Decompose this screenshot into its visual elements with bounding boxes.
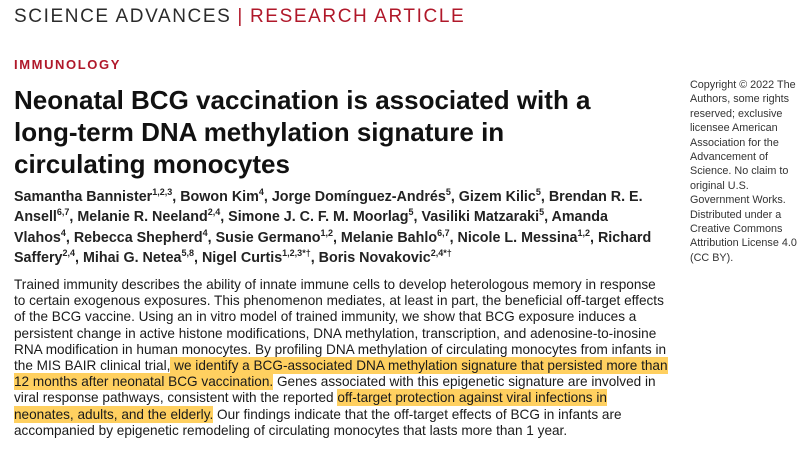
- author-name[interactable]: Melanie R. Neeland: [77, 209, 208, 226]
- article-type: RESEARCH ARTICLE: [249, 6, 466, 27]
- author-name[interactable]: Bowon Kim: [180, 189, 259, 205]
- abstract-text: Trained immunity describes the ability of innate immune cells to develop heterologous memory in response to certain exogenous exposures. This phenomenon mediates, at least in part, the beneficial off-target effects of the BCG vaccine. Using an in vitro model of trained immunity, we show that BCG exposure induces a persistent change in active histone modifications, DNA methylation, transcription, and adenosine-to-inosine RNA modification in human monocytes. By profiling DNA methylation of circulating monocytes from infants in the MIS BAIR clinical trial,: [14, 277, 667, 374]
- author-affiliation: 4: [60, 228, 66, 239]
- section-label: IMMUNOLOGY: [14, 57, 121, 72]
- author-affiliation: 1,2: [577, 228, 591, 239]
- author-affiliation: 5: [539, 207, 545, 218]
- abstract-text: Our findings indicate that the off-target effects of BCG in infants are accompanied by epigenetic remodeling of circulating monocytes that lasts more than 1 year.: [14, 406, 622, 438]
- author-name[interactable]: Boris Novakovic: [318, 250, 431, 267]
- author-affiliation: 1,2: [320, 228, 333, 239]
- journal-header: [14, 6, 465, 28]
- author-affiliation: 5,8: [181, 248, 194, 259]
- author-name[interactable]: Mihai G. Netea: [82, 250, 182, 267]
- author-name[interactable]: Rebecca Shepherd: [73, 229, 203, 246]
- author-affiliation: 2,4: [207, 207, 221, 218]
- author-affiliation: 4: [258, 187, 264, 198]
- author-affiliation: 4: [202, 228, 208, 239]
- author-name[interactable]: Melanie Bahlo: [340, 229, 438, 246]
- author-name[interactable]: Brendan R. E. Ansell: [14, 189, 643, 226]
- author-name[interactable]: Vasiliki Matzaraki: [421, 209, 540, 226]
- author-name[interactable]: Susie Germano: [215, 229, 321, 246]
- abstract: [14, 277, 669, 439]
- article-title: Neonatal BCG vaccination is associated with a long-term DNA methylation signature in circulating monocytes: [14, 85, 591, 179]
- author-affiliation: 5: [408, 207, 414, 218]
- author-name[interactable]: Samantha Bannister: [14, 189, 153, 205]
- author-name[interactable]: Jorge Domínguez-Andrés: [271, 189, 446, 205]
- author-affiliation: 5: [445, 187, 451, 198]
- abstract-text: Genes associated with this epigenetic signature are involved in viral response pathways, consistent with the reported: [14, 374, 656, 406]
- highlighted-text: we identify a BCG-associated DNA methylation signature that persisted more than 12 months after neonatal BCG vaccination.: [14, 358, 668, 390]
- author-affiliation: 5: [535, 187, 541, 198]
- author-name[interactable]: Amanda Vlahos: [14, 209, 608, 246]
- highlighted-text: off-target protection against viral infections in neonates, adults, and the elderly.: [14, 390, 607, 422]
- copyright-notice: Copyright © 2022 The Authors, some rights reserved; exclusive licensee American Association for the Advancement of Science. No claim to original U.S. Government Works. Distributed under a Creative Commons Attribution License 4.0 (CC BY).: [690, 79, 797, 264]
- author-affiliation: 2,4*†: [430, 248, 452, 259]
- author-affiliation: 2,4: [62, 248, 75, 259]
- author-name[interactable]: Richard Saffery: [14, 229, 652, 267]
- author-affiliation: 6,7: [56, 207, 70, 218]
- author-affiliation: 6,7: [437, 228, 450, 239]
- author-name[interactable]: Nicole L. Messina: [457, 229, 578, 246]
- author-affiliation: 1,2,3*†: [282, 248, 311, 259]
- author-list: Samantha Bannister$^{1,2,3}$, Bowon Kim$^4$, Jorge Domínguez-Andrés$^5$, Gizem Kilic$^5$, Brendan R. E. Ansell$^{6,7}$, Melanie R. Neeland$^{2,4}$, Simone J. C. F. M. Moorlag$^5$, Vasiliki Matzaraki$^5$, Amanda Vlahos$^4$, Rebecca Shepherd$^4$, Susie Germano$^{1,2}$, Melanie Bahlo$^{6,7}$, Nicole L. Messina$^{1,2}$, Richard Saffery$^{2,4}$, Mihai G. Netea$^{5,8}$, Nigel Curtis$^{1,2,3*\dagger}$, Boris Novakovic$^{2,4*\dagger}$: [14, 187, 652, 267]
- author-name[interactable]: Simone J. C. F. M. Moorlag: [228, 209, 409, 226]
- author-name[interactable]: Gizem Kilic: [458, 189, 536, 205]
- author-name[interactable]: Nigel Curtis: [201, 250, 283, 267]
- header-separator: |: [237, 6, 244, 27]
- author-affiliation: 1,2,3: [152, 187, 173, 198]
- journal-name: SCIENCE ADVANCES: [14, 6, 232, 27]
